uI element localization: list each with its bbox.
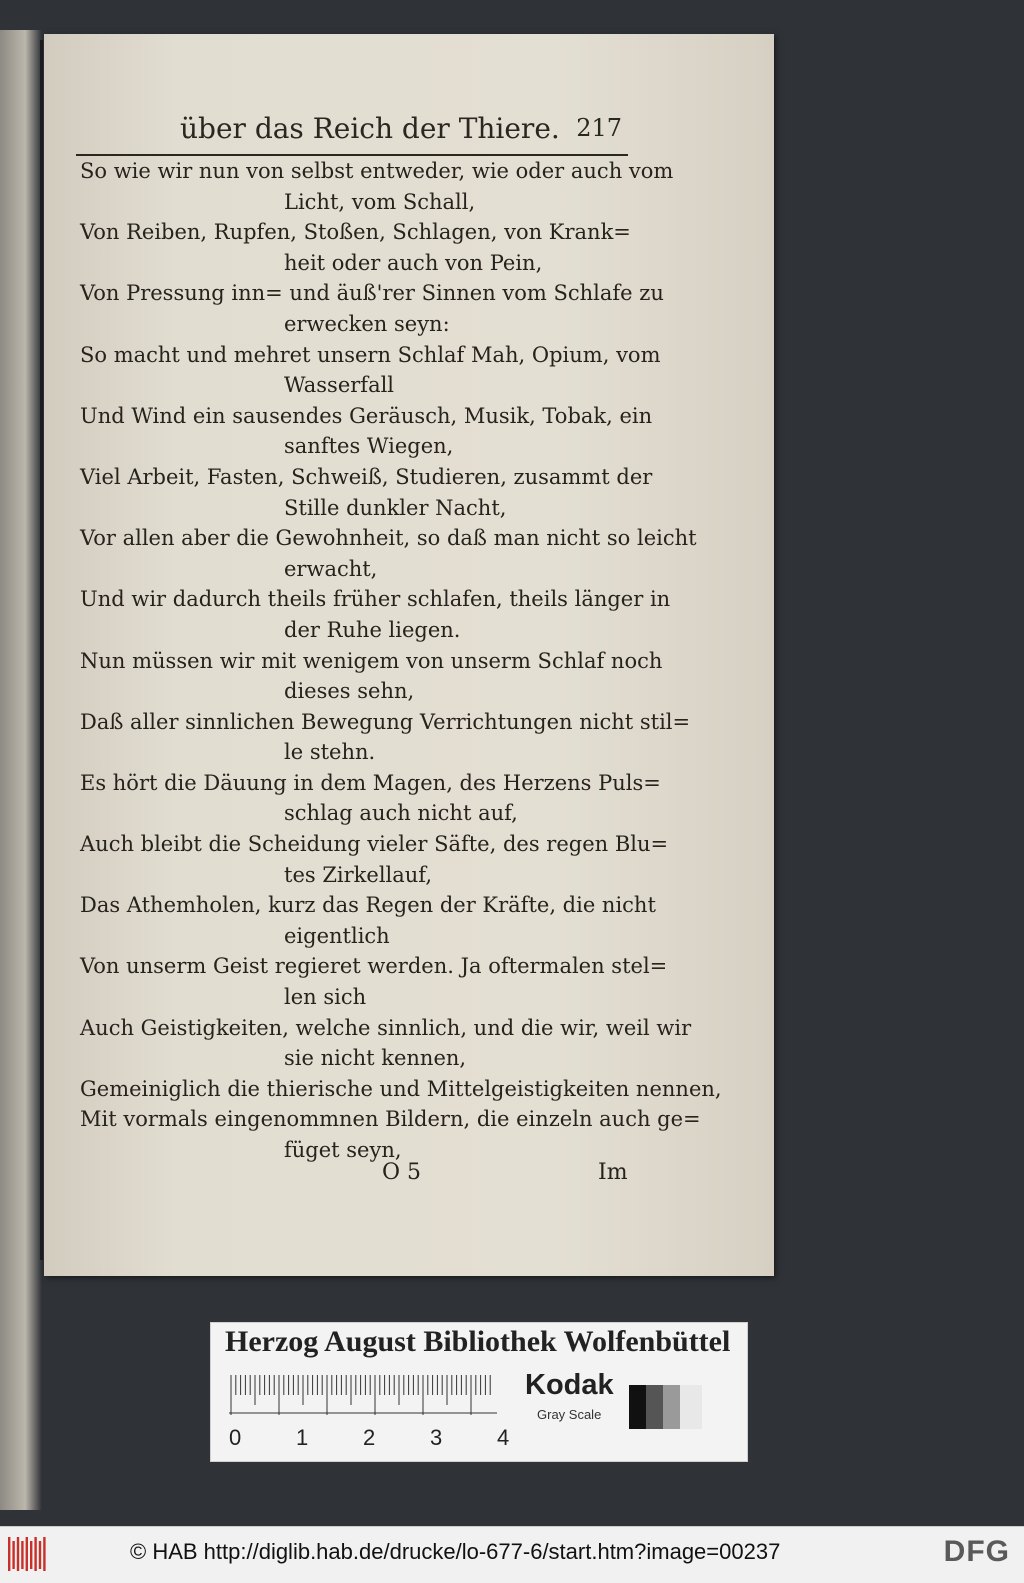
text-line: Vor allen aber die Gewohnheit, so daß man nicht so leicht <box>80 526 697 551</box>
library-name: Herzog August Bibliothek Wolfenbüttel <box>225 1325 731 1358</box>
ruler-ticks <box>231 1375 490 1415</box>
ruler <box>227 1369 510 1457</box>
barcode-bar <box>39 1541 41 1569</box>
barcode-bar <box>8 1537 10 1571</box>
text-line: eigentlich <box>284 923 390 948</box>
text-line: sie nicht kennen, <box>284 1046 467 1071</box>
text-line: Mit vormals eingenommnen Bildern, die einzeln auch ge= <box>80 1107 701 1132</box>
text-line: Auch bleibt die Scheidung vieler Säfte, des regen Blu= <box>80 832 669 857</box>
book-gutter <box>40 40 43 1260</box>
catchword: Im <box>598 1160 628 1185</box>
text-line: sanftes Wiegen, <box>284 434 454 459</box>
dfg-logo: DFG <box>943 1535 1010 1568</box>
text-line: heit oder auch von Pein, <box>284 250 543 275</box>
barcode-logo-icon <box>6 1535 48 1573</box>
text-line: Gemeiniglich die thierische und Mittelgeistigkeiten nennen, <box>80 1076 722 1101</box>
text-line: So macht und mehret unsern Schlaf Mah, Opium, vom <box>80 342 661 367</box>
text-line: der Ruhe liegen. <box>284 617 461 642</box>
text-line: Viel Arbeit, Fasten, Schweiß, Studieren, zusammt der <box>80 464 653 489</box>
barcode-bar <box>30 1541 32 1569</box>
text-line: erwecken seyn: <box>284 311 450 336</box>
barcode-bar <box>12 1541 14 1569</box>
page-number: 217 <box>576 114 622 142</box>
ruler-numbers <box>229 1425 509 1450</box>
text-line: Daß aller sinnlichen Bewegung Verrichtungen nicht stil= <box>80 709 691 734</box>
text-line: erwacht, <box>284 556 378 581</box>
text-line: Auch Geistigkeiten, welche sinnlich, und die wir, weil wir <box>80 1015 692 1040</box>
poem-text <box>80 156 722 1166</box>
text-line: füget seyn, <box>284 1138 402 1162</box>
text-line: Nun müssen wir mit wenigem von unserm Schlaf noch <box>80 648 663 673</box>
gray-scale-label: Gray Scale <box>537 1407 602 1422</box>
facing-page-edge <box>0 30 42 1510</box>
text-line: Von unserm Geist regieret werden. Ja oftermalen stel= <box>80 954 668 979</box>
ruler-number: 2 <box>363 1425 376 1450</box>
color-reference-card <box>210 1322 748 1462</box>
barcode-bar <box>34 1537 36 1571</box>
text-line: So wie wir nun von selbst entweder, wie oder auch vom <box>80 159 674 183</box>
barcode-bar <box>43 1537 45 1571</box>
barcode-bar <box>17 1537 19 1571</box>
text-line: Das Athemholen, kurz das Regen der Kräfte, die nicht <box>80 893 656 918</box>
text-line: tes Zirkellauf, <box>284 862 432 887</box>
barcode-bar <box>26 1537 28 1571</box>
text-line: Wasserfall <box>284 373 395 398</box>
ruler-number: 4 <box>497 1425 510 1450</box>
running-title: über das Reich der Thiere. <box>180 112 560 145</box>
text-line: Licht, vom Schall, <box>284 189 476 214</box>
gray-patch <box>680 1385 702 1429</box>
text-line: Und wir dadurch theils früher schlafen, theils länger in <box>80 587 671 612</box>
text-line: dieses sehn, <box>284 679 415 704</box>
text-line: Und Wind ein sausendes Geräusch, Musik, Tobak, ein <box>80 403 653 428</box>
text-line: Stille dunkler Nacht, <box>284 495 507 520</box>
text-line: le stehn. <box>284 740 376 765</box>
text-line: Es hört die Däuung in dem Magen, des Herzens Puls= <box>80 770 661 795</box>
copyright-url[interactable]: © HAB http://diglib.hab.de/drucke/lo-677-6/start.htm?image=00237 <box>130 1539 781 1564</box>
text-line: schlag auch nicht auf, <box>284 801 518 826</box>
text-line: Von Pressung inn= und äuß'rer Sinnen vom Schlafe zu <box>80 281 664 306</box>
ruler-number: 0 <box>229 1425 242 1450</box>
ruler-number: 1 <box>296 1425 309 1450</box>
signature-mark: O 5 <box>382 1160 422 1185</box>
ruler-number: 3 <box>430 1425 443 1450</box>
text-line: Von Reiben, Rupfen, Stoßen, Schlagen, von Krank= <box>80 220 631 245</box>
kodak-logo: Kodak <box>525 1369 614 1401</box>
page-header <box>76 106 628 156</box>
barcode-bar <box>21 1541 23 1569</box>
text-line: len sich <box>284 985 367 1010</box>
footer-bar <box>0 1526 1024 1583</box>
